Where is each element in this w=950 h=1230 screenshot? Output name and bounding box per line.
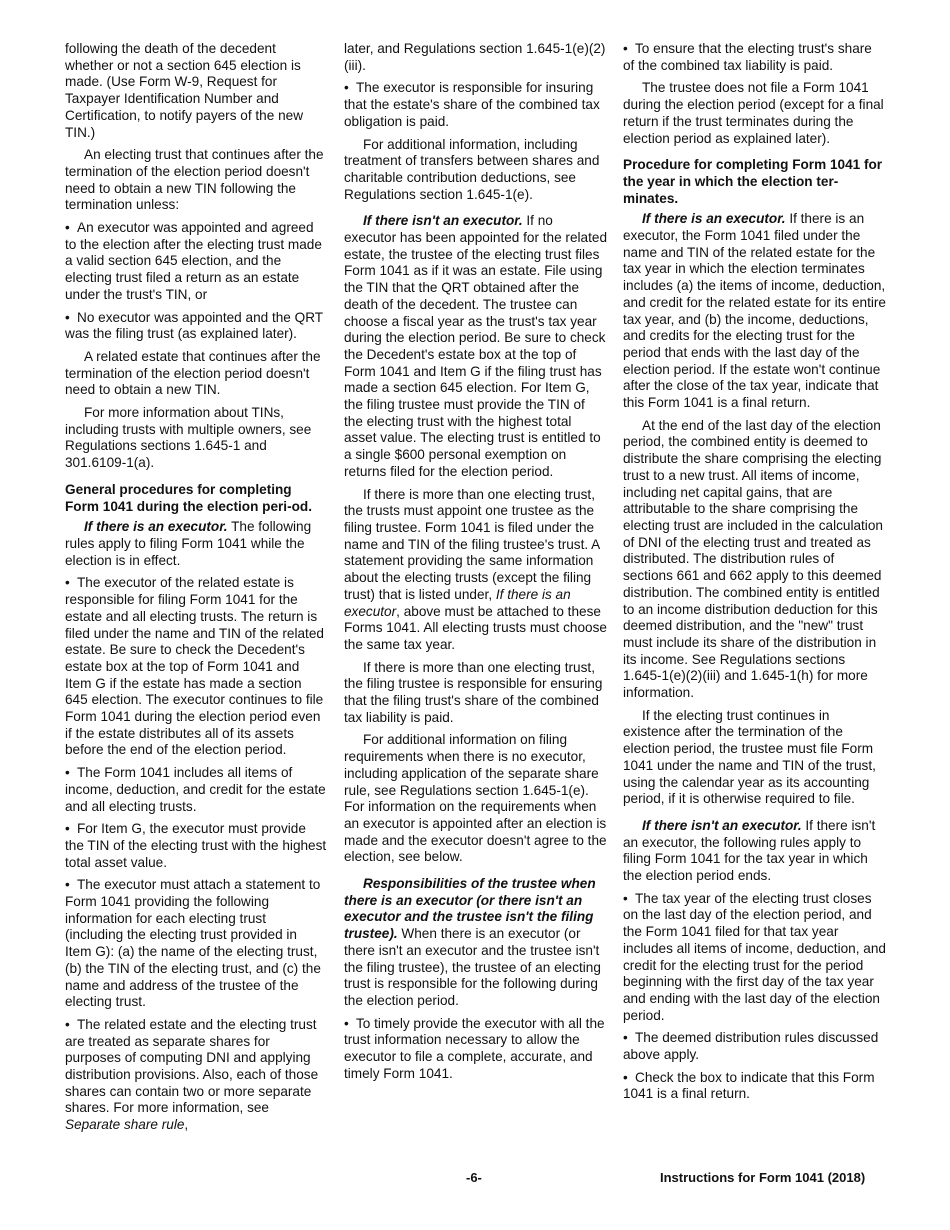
bullet-item: • To timely provide the executor with all the trust information necessary to allow the executor to file a complete, accurate, and timely Form 1041. <box>344 1016 607 1083</box>
paragraph-text: If no executor has been appointed for the related estate, the trustee of the electing trust files Form 1041 as if it was an estate. File using the TIN that the QRT obtained after the death of the decedent. The trustee can choose a fiscal year as the trust's tax year during the election period. Be sure to check the Decedent's estate box at the top of Form 1041 and Item G if the filing trust has made a section 645 election. For Item G, the filing trustee must provide the TIN of the electing trust with the highest total asset value. The electing trust is entitled to a single $600 personal exemption on returns filed for the election period. <box>344 213 608 479</box>
section-heading: Procedure for completing Form 1041 for the year in which the election ter-minates. <box>623 157 883 206</box>
column-3 <box>623 41 886 1109</box>
column-1 <box>65 41 327 1140</box>
bullet-item: • An executor was appointed and agreed to the election after the electing trust made a valid section 645 election, and the electing trust filed a return as an estate under the trust's TIN, or <box>65 220 327 304</box>
paragraph: An electing trust that continues after the termination of the election period doesn't need to obtain a new TIN following the termination unless: <box>65 147 324 213</box>
paragraph: later, and Regulations section 1.645-1(e)(2)(iii). <box>344 41 606 73</box>
bullet-item: • The executor of the related estate is responsible for filing Form 1041 for the estate and all electing trusts. The return is filed under the name and TIN of the related estate. Be sure to check the Decedent's estate box at the top of Form 1041 and Item G if the estate has made a section 645 election. The executor continues to file Form 1041 during the election period even if the estate distributes all of its assets before the end of the election period. <box>65 575 327 759</box>
paragraph: If the electing trust continues in existence after the termination of the election period, the trustee must file Form 1041 under the name and TIN of the trust, using the calendar year as its accounting period, if it is otherwise required to file. <box>623 707 876 807</box>
column-2 <box>344 41 607 1088</box>
cross-reference: If there is an executor <box>344 586 571 619</box>
paragraph-text: The related estate and the electing trust are treated as separate shares for purposes of computing DNI and applying distribution provisions. Also, each of those shares can contain two or more separate shares. For more information, see <box>65 1016 319 1116</box>
bullet-item: • Check the box to indicate that this Form 1041 is a final return. <box>623 1070 886 1103</box>
paragraph-text: If there isn't an executor, the following rules apply to filing Form 1041 for the tax year in which the election period ends. <box>623 817 876 884</box>
paragraph <box>623 211 886 411</box>
run-in-heading: If there isn't an executor. <box>363 213 523 229</box>
bullet-item: • The executor must attach a statement to Form 1041 providing the following information for each electing trust (including the electing trust provided in Item G): (a) the name of the electing trust, (b) the TIN of the electing trust, and (c) the name and address of the trustee of the electing trust. <box>65 877 327 1011</box>
bullet-item: • The tax year of the electing trust closes on the last day of the election period, and the Form 1041 filed for that tax year includes all items of income, deduction, and credit for the electing trust for the period beginning with the first day of the tax year and ending with the last day of the election period. <box>623 891 886 1025</box>
paragraph: The trustee does not file a Form 1041 during the election period (except for a final return if the trust terminates during the election period as explained later). <box>623 80 884 146</box>
run-in-heading: If there is an executor. <box>642 211 786 227</box>
paragraph-text: , <box>184 1117 189 1133</box>
paragraph: following the death of the decedent whether or not a section 645 election is made. (Use Form W-9, Request for Taxpayer Identification Number and Certification, to notify payers of the new TIN.) <box>65 41 304 140</box>
paragraph-text: The following rules apply to filing Form 1041 while the election is in effect. <box>65 519 312 568</box>
paragraph-text: If there is more than one electing trust, the trusts must appoint one trustee as the filing trustee. Form 1041 is filed under the name and TIN of the filing trustee's trust. A statement providing the same information about the electing trusts (except the filing trust) that is listed under, <box>344 486 600 602</box>
paragraph: At the end of the last day of the election period, the combined entity is deemed to distribute the share comprising the electing trust to a new trust. All items of income, including net capital gains, that are attributable to the share comprising the electing trust are included in the calculation of DNI of the electing trust and treated as distributed. The distribution rules of sections 661 and 662 apply to this deemed distribution. The combined entity is entitled to an income distribution deduction for this deemed distribution, and the "new" trust must include its share of the distribution in its income. See Regulations sections 1.645-1(e)(2)(iii) and 1.645-1(h) for more information. <box>623 417 883 701</box>
form-title: Instructions for Form 1041 (2018) <box>660 1170 866 1185</box>
paragraph <box>344 487 607 654</box>
paragraph: A related estate that continues after the termination of the election period doesn't need to obtain a new TIN. <box>65 348 321 398</box>
paragraph-text: , above must be attached to these Forms 1041. All electing trusts must choose the same tax year. <box>344 603 607 652</box>
paragraph <box>344 213 607 480</box>
paragraph <box>623 818 886 885</box>
page-number: -6- <box>466 1170 482 1185</box>
bullet-item <box>65 1017 327 1134</box>
cross-reference: Separate share rule <box>65 1117 185 1133</box>
paragraph <box>344 876 607 1010</box>
run-in-heading: If there isn't an executor. <box>642 817 802 833</box>
run-in-heading: Responsibilities of the trustee when there is an executor (or there isn't an executor and the trustee isn't the filing trustee). <box>344 876 596 942</box>
bullet-item: • The executor is responsible for insuring that the estate's share of the combined tax obligation is paid. <box>344 80 607 130</box>
paragraph-text: If there is an executor, the Form 1041 filed under the name and TIN of the related estate for the tax year in which the election terminates includes (a) the items of income, deduction, and credit for the related estate for its entire tax year, and (b) the income, deductions, and credits for the electing trust for the period that ends with the last day of the election period. If the estate won't continue after the close of the tax year, indicate that this Form 1041 is a final return. <box>623 211 886 411</box>
paragraph: If there is more than one electing trust, the filing trustee is responsible for ensuring that the filing trust's share of the combined tax liability is paid. <box>344 659 603 725</box>
bullet-item: • The Form 1041 includes all items of income, deduction, and credit for the estate and all electing trusts. <box>65 765 327 815</box>
paragraph: For additional information, including treatment of transfers between shares and charitable contribution deductions, see Regulations section 1.645-1(e). <box>344 136 600 202</box>
bullet-item: • No executor was appointed and the QRT was the filing trust (as explained later). <box>65 310 327 343</box>
run-in-heading: If there is an executor. <box>84 519 228 535</box>
paragraph: For additional information on filing requirements when there is no executor, including application of the separate share rule, see Regulations section 1.645-1(e). For information on the requirements when an executor is appointed after an election is made and the executor doesn't agree to the election, see below. <box>344 732 607 865</box>
bullet-item: • To ensure that the electing trust's share of the combined tax liability is paid. <box>623 41 886 74</box>
paragraph: For more information about TINs, including trusts with multiple owners, see Regulations sections 1.645-1 and 301.6109-1(a). <box>65 405 312 471</box>
bullet-item: • For Item G, the executor must provide the TIN of the electing trust with the highest total asset value. <box>65 821 327 871</box>
paragraph <box>65 519 327 569</box>
bullet-item: • The deemed distribution rules discussed above apply. <box>623 1030 886 1063</box>
paragraph-text: When there is an executor (or there isn't an executor and the trustee isn't the filing trustee), the trustee of an electing trust is responsible for the following during the election period. <box>344 926 601 1008</box>
section-heading: General procedures for completing Form 1041 during the election peri-od. <box>65 481 312 514</box>
